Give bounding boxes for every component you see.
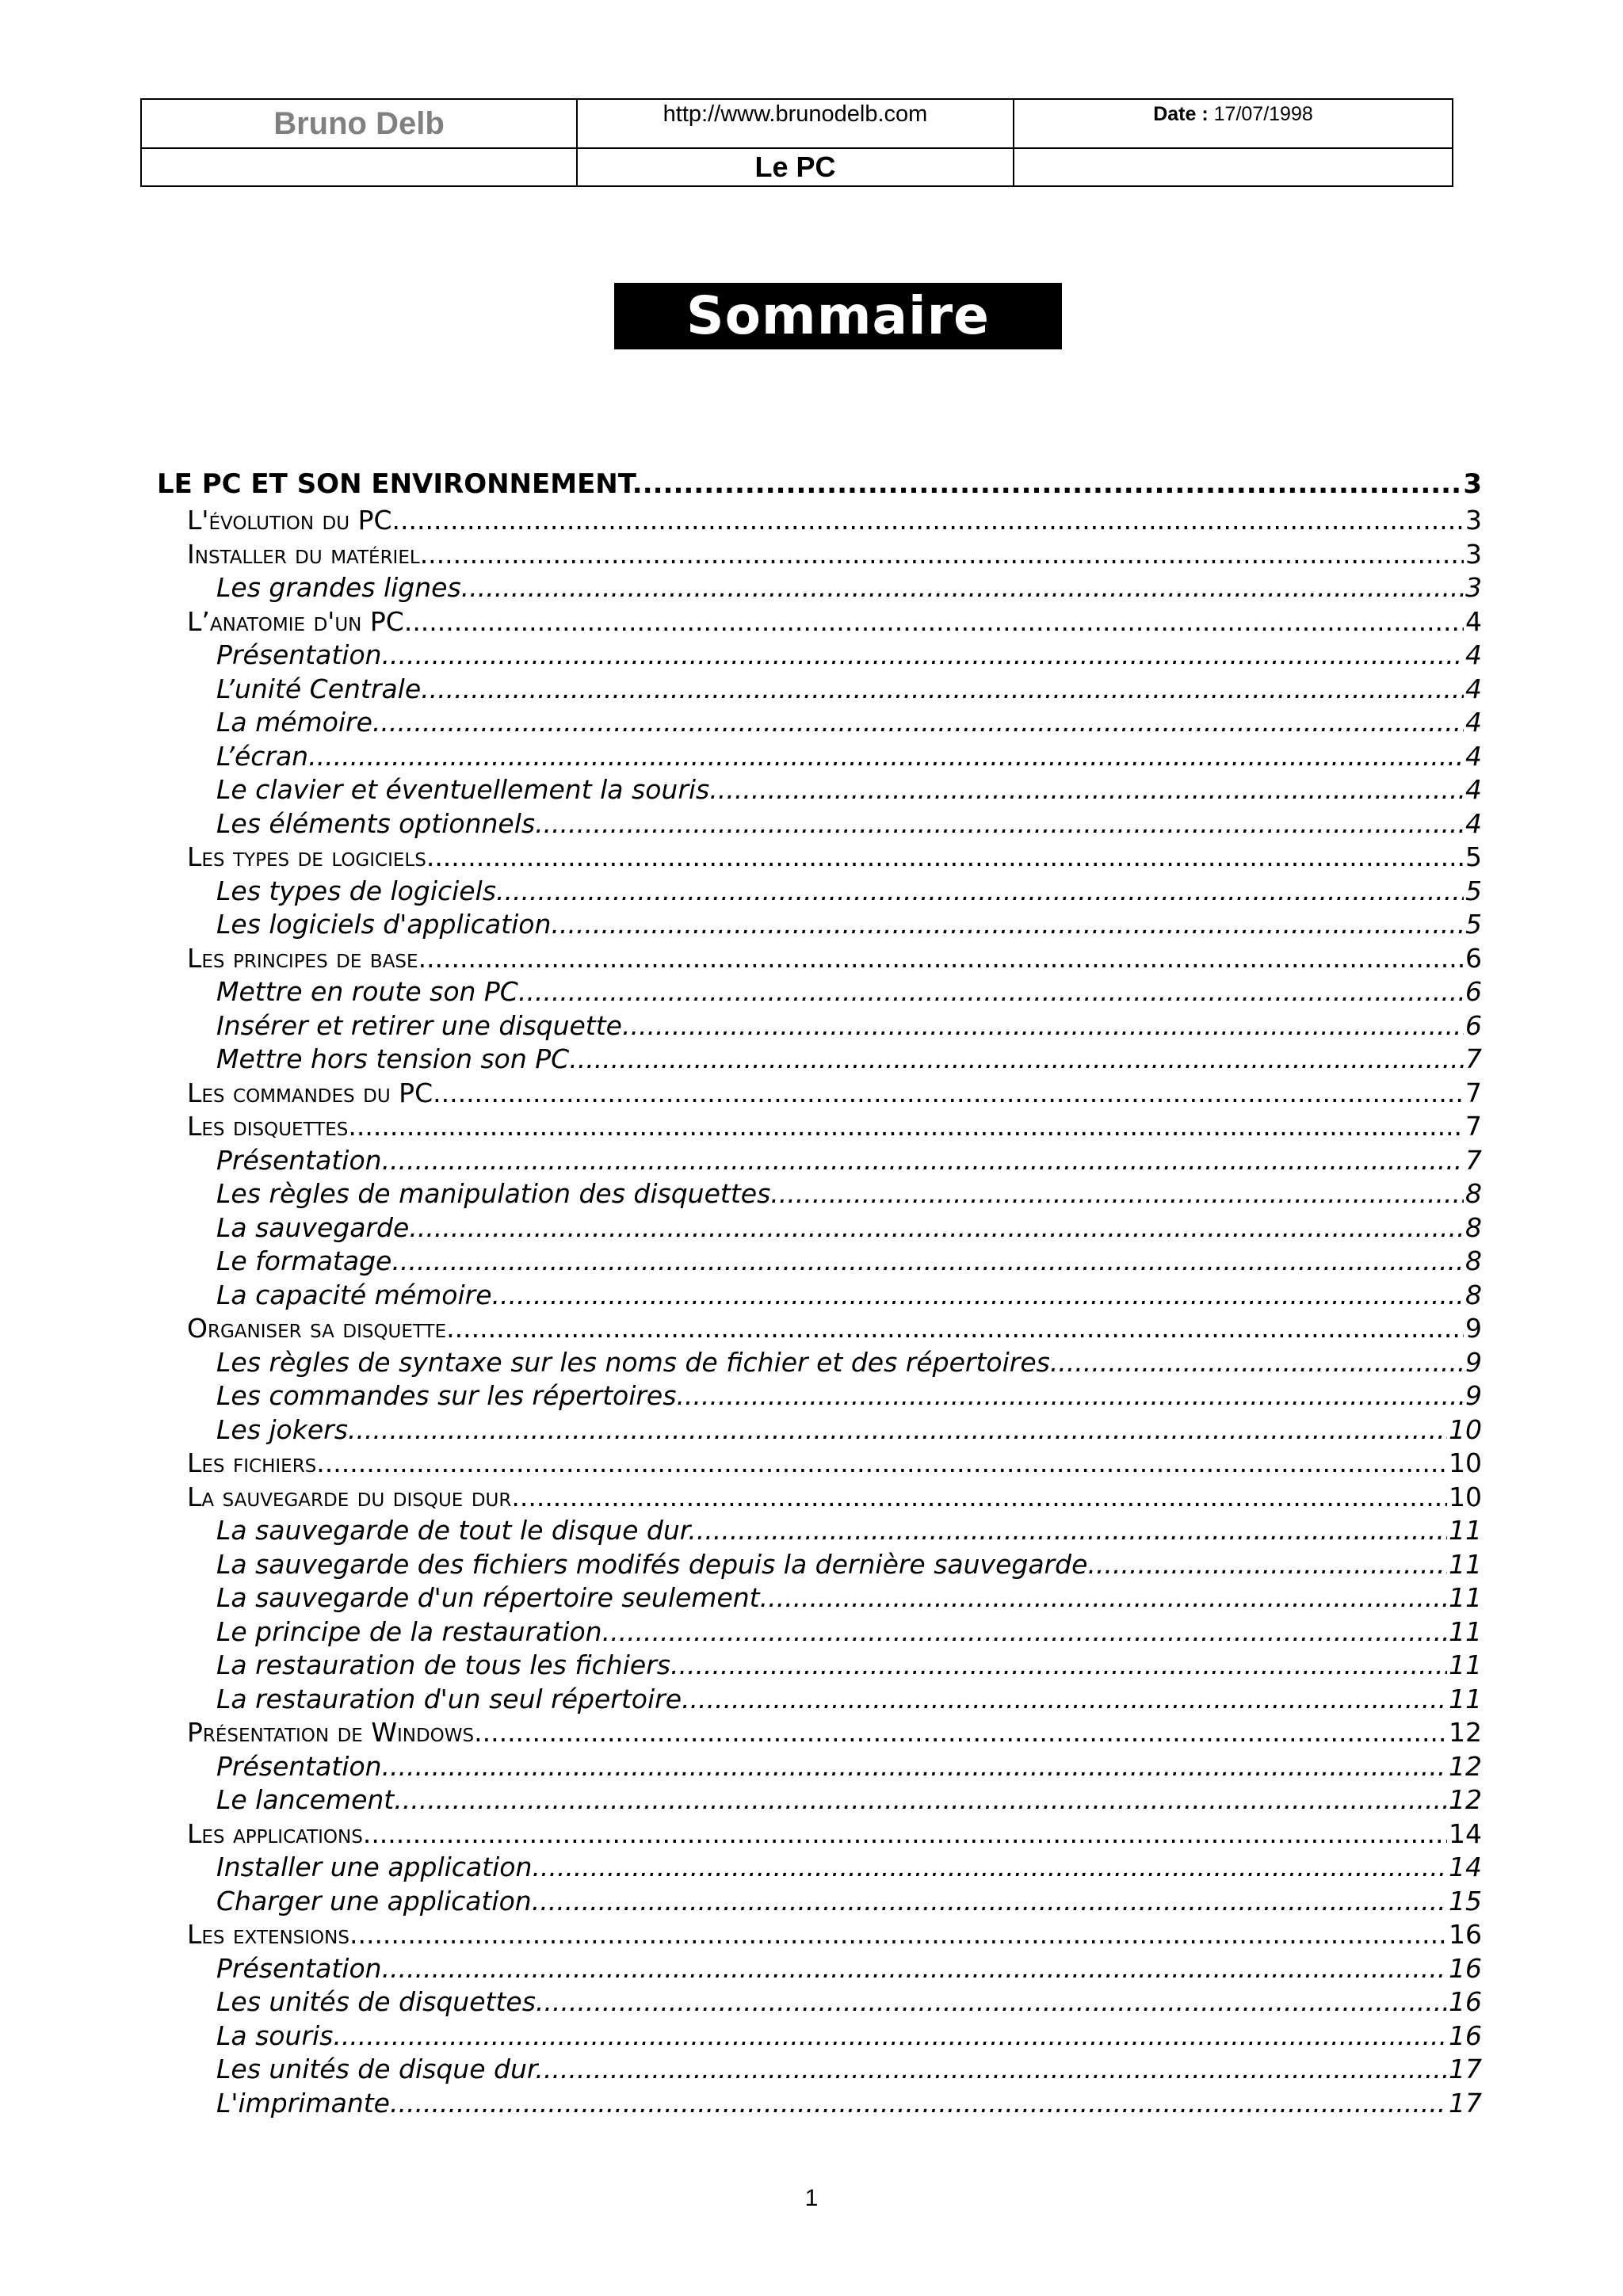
- toc-entry[interactable]: [157, 464, 1482, 504]
- toc-entry[interactable]: [157, 605, 1482, 639]
- toc-entry-page: 6: [1464, 975, 1482, 1009]
- toc-entry-label: La mémoire .....: [157, 706, 1482, 740]
- toc-entry-page: 8: [1464, 1245, 1482, 1279]
- toc-entry-page: 4: [1464, 807, 1482, 841]
- toc-entry-page: 5: [1464, 908, 1482, 942]
- toc-entry-label: La souris .....: [157, 2019, 1482, 2054]
- toc-entry-label: Les commandes du PC .....: [157, 1077, 1482, 1111]
- toc-entry[interactable]: [157, 1615, 1482, 1650]
- toc-entry-label: La sauvegarde de tout le disque dur .....: [157, 1514, 1482, 1548]
- toc-entry[interactable]: [157, 773, 1482, 807]
- toc-entry[interactable]: [157, 1413, 1482, 1447]
- table-of-contents: [157, 464, 1482, 2120]
- toc-entry[interactable]: [157, 975, 1482, 1009]
- toc-entry-page: 10: [1447, 1447, 1482, 1481]
- toc-entry-page: 11: [1447, 1683, 1482, 1717]
- toc-entry-label: Les extensions .....: [157, 1918, 1482, 1952]
- toc-entry-page: 8: [1464, 1211, 1482, 1245]
- toc-entry[interactable]: [157, 1245, 1482, 1279]
- toc-entry-label: Mettre en route son PC .....: [157, 975, 1482, 1009]
- toc-entry[interactable]: [157, 1077, 1482, 1111]
- sommaire-banner: Sommaire: [614, 283, 1062, 349]
- toc-entry[interactable]: [157, 1346, 1482, 1380]
- toc-entry-label: Installer du matériel .....: [157, 538, 1482, 572]
- toc-entry-label: Les unités de disque dur .....: [157, 2053, 1482, 2087]
- toc-entry[interactable]: [157, 841, 1482, 875]
- toc-entry-page: 10: [1447, 1481, 1482, 1515]
- toc-entry[interactable]: [157, 908, 1482, 942]
- toc-entry-page: 6: [1464, 942, 1482, 976]
- toc-entry-page: 3: [1464, 571, 1482, 605]
- toc-entry-page: 14: [1447, 1817, 1482, 1852]
- toc-entry-label: Les éléments optionnels .....: [157, 807, 1482, 841]
- toc-entry[interactable]: [157, 1649, 1482, 1683]
- toc-entry[interactable]: [157, 942, 1482, 976]
- toc-entry-page: 5: [1464, 841, 1482, 875]
- document-header: [140, 98, 1453, 187]
- toc-entry[interactable]: [157, 1817, 1482, 1852]
- toc-entry-page: 4: [1464, 773, 1482, 807]
- toc-entry[interactable]: [157, 538, 1482, 572]
- toc-entry[interactable]: [157, 1514, 1482, 1548]
- toc-entry-page: 4: [1464, 706, 1482, 740]
- toc-entry-page: 12: [1447, 1716, 1482, 1750]
- toc-entry[interactable]: [157, 1211, 1482, 1245]
- toc-entry-label: Les disquettes .....: [157, 1110, 1482, 1144]
- toc-entry-label: Les grandes lignes .....: [157, 571, 1482, 605]
- toc-entry-page: 12: [1447, 1750, 1482, 1784]
- toc-entry-page: 4: [1464, 639, 1482, 673]
- toc-entry-label: Les applications .....: [157, 1817, 1482, 1852]
- toc-entry-label: Les règles de manipulation des disquettes .....: [157, 1177, 1482, 1211]
- toc-entry[interactable]: [157, 2053, 1482, 2087]
- page-number: 1: [804, 2185, 819, 2211]
- toc-entry-page: 10: [1447, 1413, 1482, 1447]
- website-url: http://www.brunodelb.com: [577, 99, 1014, 148]
- toc-entry-label: L'imprimante .....: [157, 2087, 1482, 2121]
- toc-entry[interactable]: [157, 673, 1482, 707]
- toc-entry[interactable]: [157, 1716, 1482, 1750]
- toc-entry-page: 11: [1447, 1581, 1482, 1615]
- toc-entry-page: 6: [1464, 1009, 1482, 1043]
- toc-entry-page: 3: [1464, 504, 1482, 538]
- toc-entry[interactable]: [157, 1144, 1482, 1178]
- toc-entry-label: Les principes de base .....: [157, 942, 1482, 976]
- toc-entry-label: Présentation .....: [157, 1144, 1482, 1178]
- toc-entry[interactable]: [157, 706, 1482, 740]
- toc-entry[interactable]: [157, 807, 1482, 841]
- toc-entry[interactable]: [157, 639, 1482, 673]
- toc-entry-page: 3: [1464, 538, 1482, 572]
- toc-entry-page: 9: [1464, 1346, 1482, 1380]
- toc-entry[interactable]: [157, 875, 1482, 909]
- toc-entry-label: La sauvegarde d'un répertoire seulement .....: [157, 1581, 1482, 1615]
- toc-entry-page: 11: [1447, 1548, 1482, 1582]
- toc-entry-label: Présentation de Windows .....: [157, 1716, 1482, 1750]
- toc-entry[interactable]: [157, 1009, 1482, 1043]
- toc-entry-label: Les unités de disquettes .....: [157, 1985, 1482, 2019]
- toc-entry-page: 15: [1447, 1885, 1482, 1919]
- toc-entry-label: L’anatomie d'un PC .....: [157, 605, 1482, 639]
- toc-entry-page: 4: [1464, 673, 1482, 707]
- toc-entry[interactable]: [157, 1312, 1482, 1346]
- toc-entry[interactable]: [157, 1110, 1482, 1144]
- toc-entry-page: 8: [1464, 1177, 1482, 1211]
- toc-entry-label: Les types de logiciels .....: [157, 841, 1482, 875]
- toc-entry-label: Les règles de syntaxe sur les noms de fichier et des répertoires .....: [157, 1346, 1482, 1380]
- toc-entry-page: 11: [1447, 1514, 1482, 1548]
- toc-entry-label: Les jokers .....: [157, 1413, 1482, 1447]
- toc-entry-page: 16: [1447, 1985, 1482, 2019]
- toc-entry-label: Charger une application .....: [157, 1885, 1482, 1919]
- toc-entry-page: 14: [1447, 1851, 1482, 1885]
- toc-entry-page: 17: [1447, 2053, 1482, 2087]
- toc-entry-page: 16: [1447, 1952, 1482, 1986]
- toc-entry[interactable]: [157, 1447, 1482, 1481]
- toc-entry[interactable]: [157, 2019, 1482, 2054]
- toc-entry[interactable]: [157, 1379, 1482, 1413]
- toc-entry-page: 7: [1464, 1144, 1482, 1178]
- toc-entry[interactable]: [157, 1177, 1482, 1211]
- toc-entry-label: L’écran .....: [157, 740, 1482, 774]
- toc-entry[interactable]: [157, 1481, 1482, 1515]
- toc-entry-label: Le principe de la restauration .....: [157, 1615, 1482, 1650]
- toc-entry-page: 9: [1464, 1312, 1482, 1346]
- toc-entry[interactable]: [157, 1683, 1482, 1717]
- header-empty-right: [1014, 148, 1453, 186]
- toc-entry-page: 8: [1464, 1279, 1482, 1313]
- toc-entry-label: La sauvegarde du disque dur .....: [157, 1481, 1482, 1515]
- toc-entry-label: Le clavier et éventuellement la souris .....: [157, 773, 1482, 807]
- author-name: Bruno Delb: [141, 99, 577, 148]
- toc-entry-label: Les fichiers .....: [157, 1447, 1482, 1481]
- toc-entry-label: Mettre hors tension son PC .....: [157, 1043, 1482, 1077]
- toc-entry[interactable]: [157, 1750, 1482, 1784]
- toc-entry-label: La sauvegarde .....: [157, 1211, 1482, 1245]
- toc-entry-label: Insérer et retirer une disquette .....: [157, 1009, 1482, 1043]
- toc-entry-page: 9: [1464, 1379, 1482, 1413]
- toc-entry-page: 4: [1464, 740, 1482, 774]
- document-title: Le PC: [577, 148, 1014, 186]
- header-empty-left: [141, 148, 577, 186]
- toc-entry[interactable]: [157, 1952, 1482, 1986]
- toc-entry-label: Le formatage .....: [157, 1245, 1482, 1279]
- date-value: 17/07/1998: [1213, 103, 1313, 125]
- toc-entry-page: 11: [1447, 1615, 1482, 1650]
- toc-entry-label: La restauration de tous les fichiers .....: [157, 1649, 1482, 1683]
- toc-entry[interactable]: [157, 1581, 1482, 1615]
- toc-entry-label: Présentation .....: [157, 639, 1482, 673]
- toc-entry-label: La capacité mémoire .....: [157, 1279, 1482, 1313]
- toc-entry-page: 17: [1447, 2087, 1482, 2121]
- toc-entry[interactable]: [157, 2087, 1482, 2121]
- toc-entry-page: 12: [1447, 1783, 1482, 1817]
- toc-entry-page: 16: [1447, 2019, 1482, 2054]
- toc-entry[interactable]: [157, 571, 1482, 605]
- toc-entry-page: 11: [1447, 1649, 1482, 1683]
- toc-entry-page: 3: [1461, 464, 1482, 504]
- toc-entry[interactable]: [157, 1783, 1482, 1817]
- toc-entry-label: La restauration d'un seul répertoire .....: [157, 1683, 1482, 1717]
- toc-entry[interactable]: [157, 1851, 1482, 1885]
- toc-entry[interactable]: [157, 1985, 1482, 2019]
- toc-entry-label: Installer une application .....: [157, 1851, 1482, 1885]
- date-label: Date :: [1153, 103, 1209, 125]
- toc-entry-page: 16: [1447, 1918, 1482, 1952]
- toc-entry[interactable]: [157, 1548, 1482, 1582]
- toc-entry-label: Le lancement .....: [157, 1783, 1482, 1817]
- toc-entry-label: Présentation .....: [157, 1952, 1482, 1986]
- toc-entry[interactable]: [157, 1043, 1482, 1077]
- toc-entry-label: La sauvegarde des fichiers modifés depuis la dernière sauvegarde .....: [157, 1548, 1482, 1582]
- toc-entry-label: Les commandes sur les répertoires .....: [157, 1379, 1482, 1413]
- toc-entry-page: 7: [1464, 1077, 1482, 1111]
- toc-entry[interactable]: [157, 1918, 1482, 1952]
- toc-entry-label: L'évolution du PC .....: [157, 504, 1482, 538]
- toc-entry-page: 4: [1464, 605, 1482, 639]
- toc-entry-page: 7: [1464, 1043, 1482, 1077]
- toc-entry[interactable]: [157, 740, 1482, 774]
- toc-entry-label: LE PC ET SON ENVIRONNEMENT .....: [157, 464, 1482, 504]
- date-cell: [1014, 99, 1453, 148]
- toc-entry-page: 7: [1464, 1110, 1482, 1144]
- toc-entry-label: L’unité Centrale .....: [157, 673, 1482, 707]
- toc-entry-label: Les types de logiciels .....: [157, 875, 1482, 909]
- toc-entry-label: Les logiciels d'application .....: [157, 908, 1482, 942]
- toc-entry[interactable]: [157, 504, 1482, 538]
- toc-entry-label: Présentation .....: [157, 1750, 1482, 1784]
- toc-entry-page: 5: [1464, 875, 1482, 909]
- toc-entry-label: Organiser sa disquette .....: [157, 1312, 1482, 1346]
- toc-entry[interactable]: [157, 1885, 1482, 1919]
- toc-entry[interactable]: [157, 1279, 1482, 1313]
